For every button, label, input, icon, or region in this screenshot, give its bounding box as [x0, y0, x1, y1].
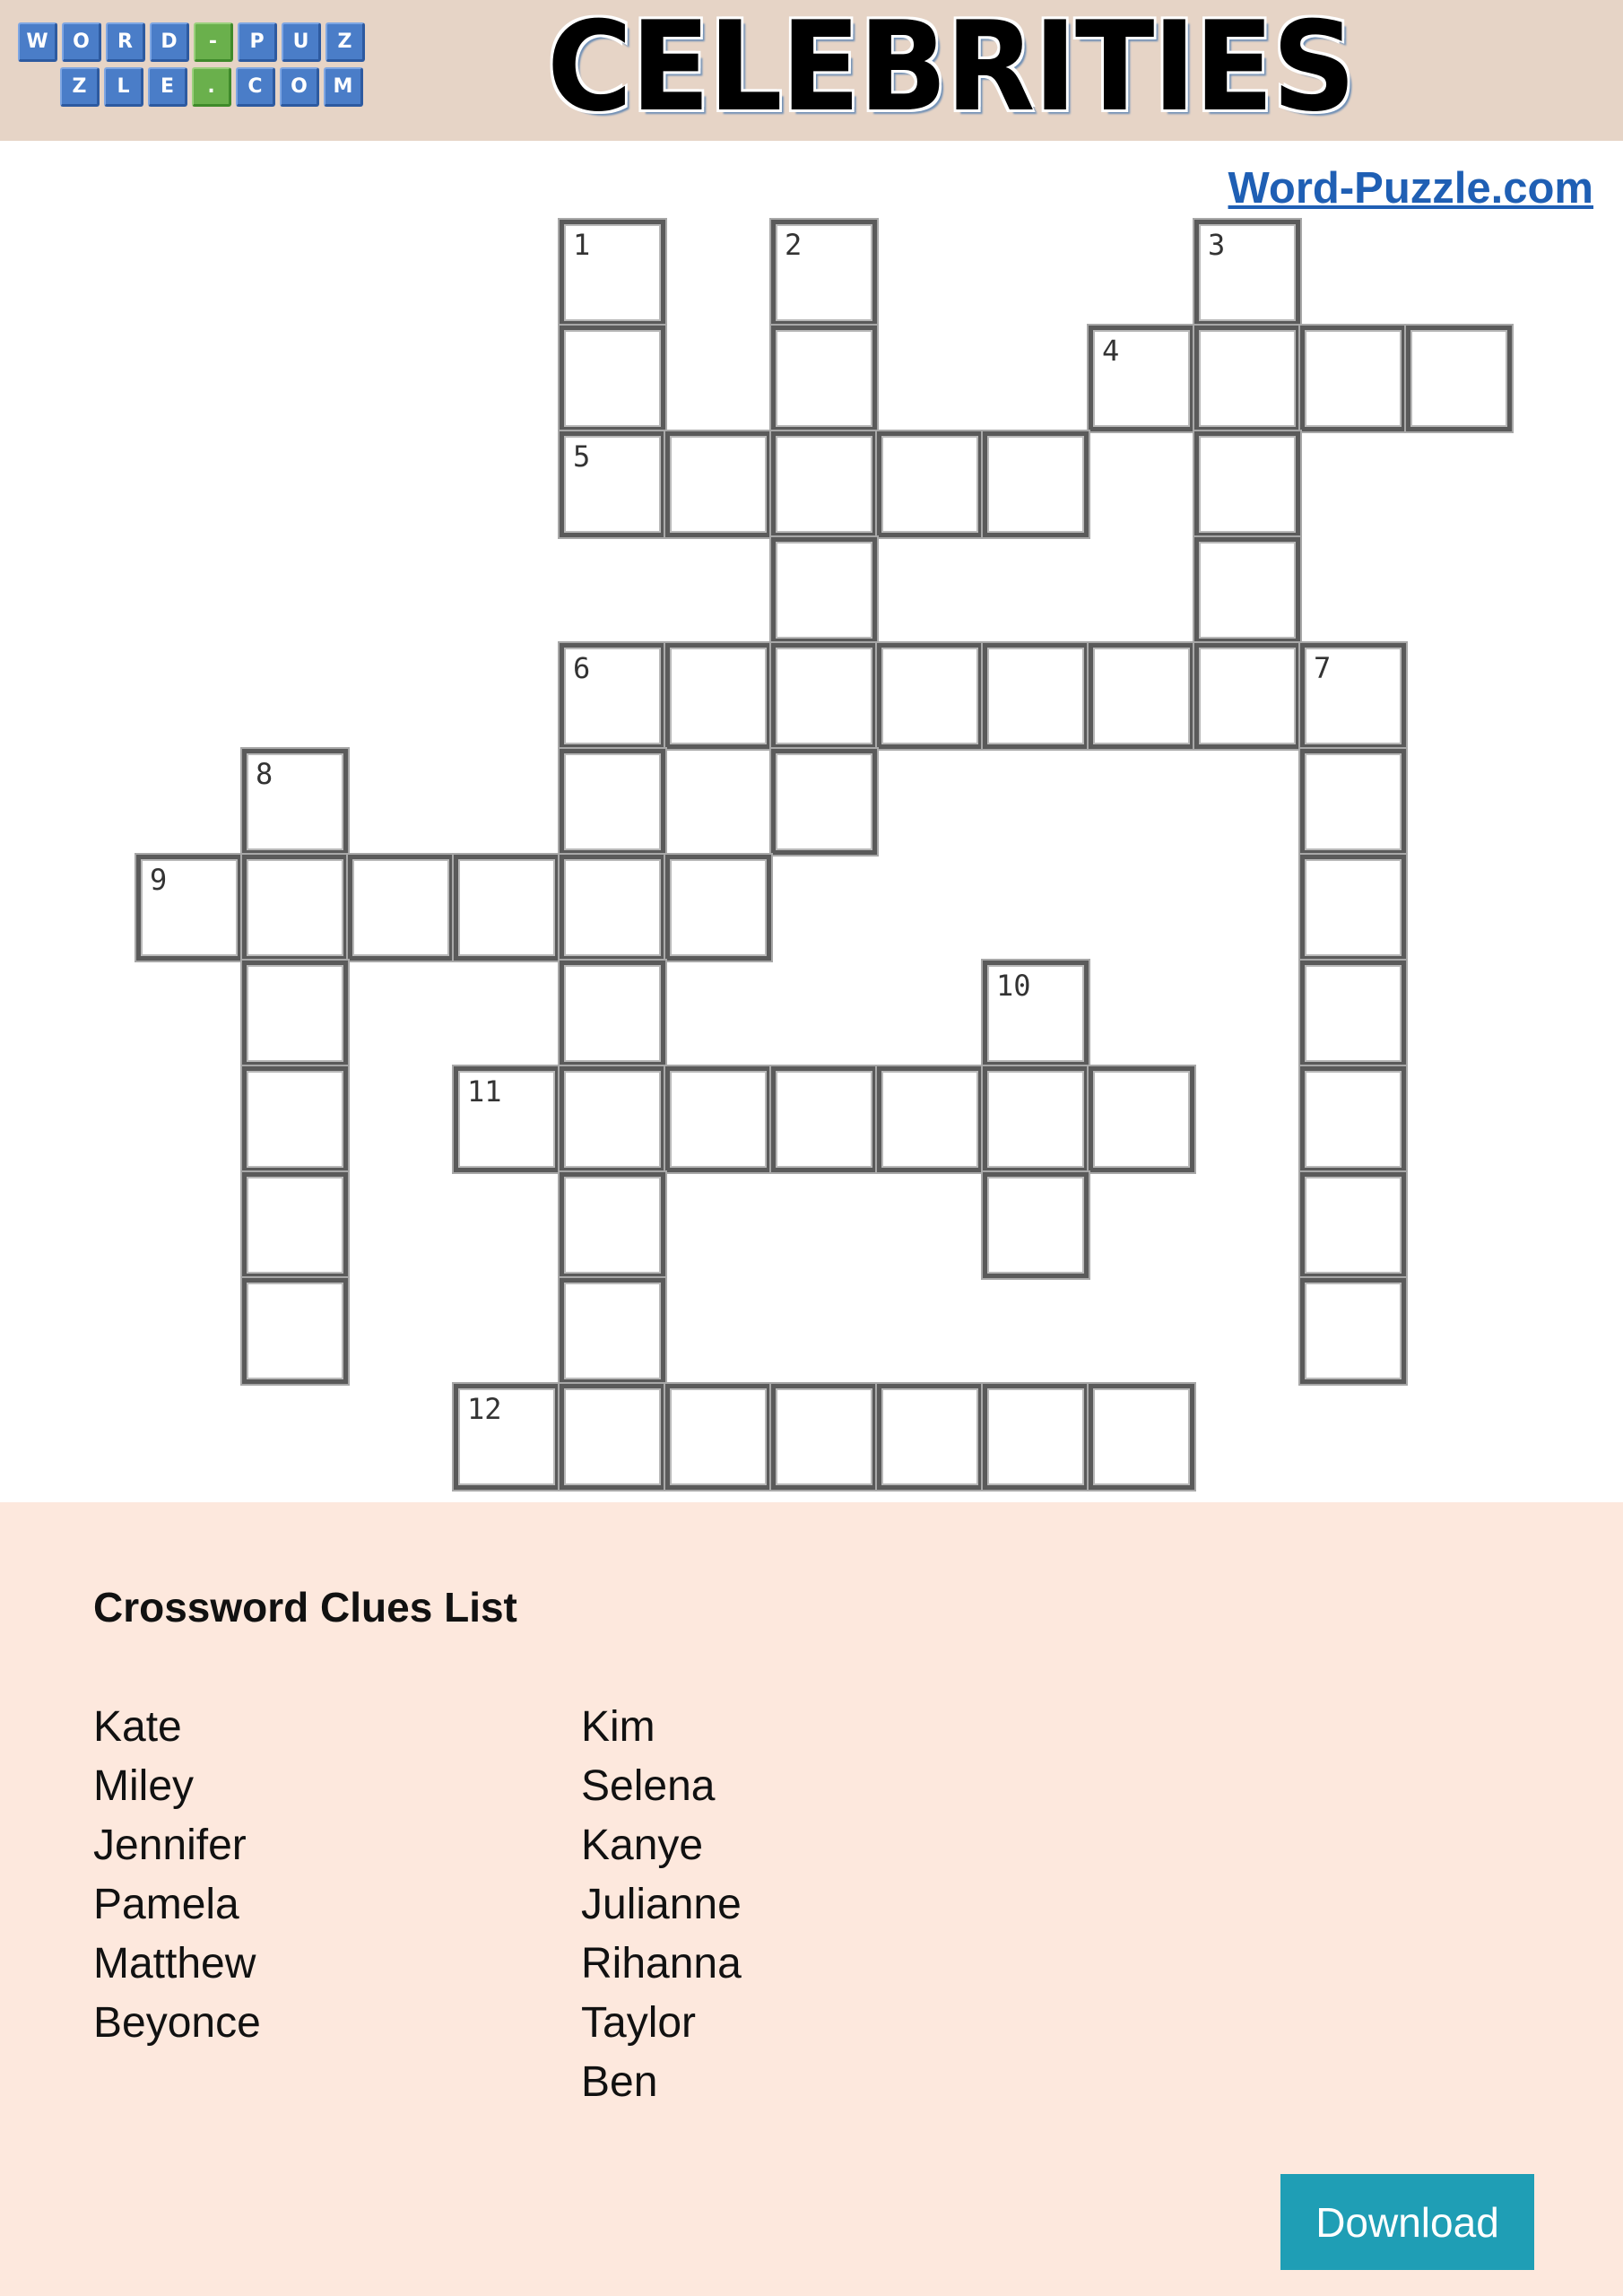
crossword-cell[interactable] — [560, 431, 665, 537]
cell-number: 6 — [573, 651, 591, 685]
page-title: CELEBRITIES — [547, 0, 1355, 139]
clue-item: Beyonce — [93, 1999, 261, 2047]
clue-item: Matthew — [93, 1940, 256, 1987]
crossword-cell[interactable] — [1194, 220, 1300, 326]
crossword-cell[interactable] — [136, 855, 242, 961]
crossword-cell[interactable] — [560, 855, 665, 961]
clue-item: Selena — [581, 1762, 716, 1810]
crossword-cell[interactable] — [665, 431, 771, 537]
crossword-cell[interactable] — [1089, 1066, 1194, 1172]
crossword-cell[interactable] — [1194, 431, 1300, 537]
crossword-cell[interactable] — [560, 1066, 665, 1172]
crossword-cell[interactable] — [560, 326, 665, 431]
crossword-cell[interactable] — [1300, 855, 1406, 961]
crossword-cell[interactable] — [1194, 643, 1300, 749]
clue-item: Kate — [93, 1703, 182, 1751]
crossword-cell[interactable] — [1300, 1066, 1406, 1172]
crossword-cell[interactable] — [242, 1278, 348, 1384]
logo-tile: D — [150, 22, 189, 62]
clue-column-left — [93, 1698, 261, 2053]
logo-tile: . — [192, 67, 231, 107]
crossword-cell[interactable] — [665, 1066, 771, 1172]
crossword-cell[interactable] — [560, 1384, 665, 1490]
crossword-cell[interactable] — [560, 749, 665, 855]
crossword-cell[interactable] — [1089, 326, 1194, 431]
crossword-cell[interactable] — [560, 220, 665, 326]
crossword-cell[interactable] — [983, 643, 1089, 749]
logo-tile: Z — [60, 67, 100, 107]
crossword-cell[interactable] — [1300, 643, 1406, 749]
crossword-cell[interactable] — [560, 643, 665, 749]
clues-title: Crossword Clues List — [93, 1584, 517, 1631]
crossword-cell[interactable] — [1194, 537, 1300, 643]
logo-tile: M — [324, 67, 363, 107]
crossword-cell[interactable] — [242, 1066, 348, 1172]
crossword-cell[interactable] — [983, 431, 1089, 537]
logo-tile: O — [62, 22, 101, 62]
logo-tile: C — [236, 67, 275, 107]
crossword-cell[interactable] — [242, 749, 348, 855]
crossword-cell[interactable] — [771, 643, 877, 749]
cell-number: 9 — [150, 863, 168, 897]
crossword-cell[interactable] — [877, 643, 983, 749]
crossword-cell[interactable] — [454, 1384, 560, 1490]
clues-panel — [0, 1502, 1623, 2296]
cell-number: 5 — [573, 439, 591, 474]
crossword-cell[interactable] — [983, 1384, 1089, 1490]
crossword-cell[interactable] — [454, 855, 560, 961]
cell-number: 11 — [467, 1074, 502, 1109]
clue-item: Kanye — [581, 1822, 704, 1869]
clue-item: Pamela — [93, 1881, 239, 1928]
crossword-cell[interactable] — [454, 1066, 560, 1172]
site-link[interactable]: Word-Puzzle.com — [1228, 164, 1593, 213]
crossword-cell[interactable] — [877, 1066, 983, 1172]
crossword-cell[interactable] — [983, 961, 1089, 1066]
clue-item: Miley — [93, 1762, 195, 1810]
crossword-cell[interactable] — [560, 1172, 665, 1278]
crossword-cell[interactable] — [1089, 643, 1194, 749]
crossword-cell[interactable] — [1194, 326, 1300, 431]
download-button[interactable]: Download — [1280, 2174, 1534, 2270]
crossword-cell[interactable] — [242, 855, 348, 961]
crossword-cell[interactable] — [1300, 1172, 1406, 1278]
crossword-cell[interactable] — [665, 855, 771, 961]
cell-number: 1 — [573, 228, 591, 262]
crossword-cell[interactable] — [560, 1278, 665, 1384]
crossword-cell[interactable] — [1406, 326, 1512, 431]
crossword-cell[interactable] — [1089, 1384, 1194, 1490]
crossword-cell[interactable] — [877, 431, 983, 537]
cell-number: 3 — [1208, 228, 1226, 262]
crossword-cell[interactable] — [877, 1384, 983, 1490]
crossword-cell[interactable] — [1300, 749, 1406, 855]
crossword-cell[interactable] — [1300, 961, 1406, 1066]
crossword-cell[interactable] — [983, 1066, 1089, 1172]
crossword-cell[interactable] — [665, 643, 771, 749]
logo-tile: L — [104, 67, 143, 107]
crossword-cell[interactable] — [242, 961, 348, 1066]
logo-tile: U — [282, 22, 321, 62]
crossword-cell[interactable] — [665, 1384, 771, 1490]
logo-tile: R — [106, 22, 145, 62]
logo-tile: P — [238, 22, 277, 62]
crossword-cell[interactable] — [771, 220, 877, 326]
crossword-cell[interactable] — [771, 537, 877, 643]
crossword-cell[interactable] — [242, 1172, 348, 1278]
cell-number: 2 — [785, 228, 803, 262]
clue-item: Rihanna — [581, 1940, 742, 1987]
crossword-cell[interactable] — [1300, 1278, 1406, 1384]
crossword-cell[interactable] — [771, 431, 877, 537]
clue-item: Kim — [581, 1703, 655, 1751]
clue-item: Taylor — [581, 1999, 697, 2047]
crossword-cell[interactable] — [983, 1172, 1089, 1278]
crossword-cell[interactable] — [1300, 326, 1406, 431]
logo-tile: E — [148, 67, 187, 107]
clue-item: Julianne — [581, 1881, 742, 1928]
logo-tile: W — [18, 22, 57, 62]
logo-tile: Z — [325, 22, 365, 62]
crossword-cell[interactable] — [348, 855, 454, 961]
crossword-cell[interactable] — [560, 961, 665, 1066]
cell-number: 10 — [996, 969, 1031, 1003]
cell-number: 4 — [1102, 334, 1120, 368]
logo-tile: - — [194, 22, 233, 62]
logo-tile: O — [280, 67, 319, 107]
crossword-cell[interactable] — [771, 326, 877, 431]
cell-number: 12 — [467, 1392, 502, 1426]
crossword-cell[interactable] — [771, 749, 877, 855]
clue-item: Ben — [581, 2058, 658, 2106]
cell-number: 8 — [256, 757, 273, 791]
crossword-cell[interactable] — [771, 1066, 877, 1172]
clue-column-right — [581, 1698, 742, 2112]
cell-number: 7 — [1314, 651, 1332, 685]
clue-item: Jennifer — [93, 1822, 247, 1869]
crossword-cell[interactable] — [771, 1384, 877, 1490]
